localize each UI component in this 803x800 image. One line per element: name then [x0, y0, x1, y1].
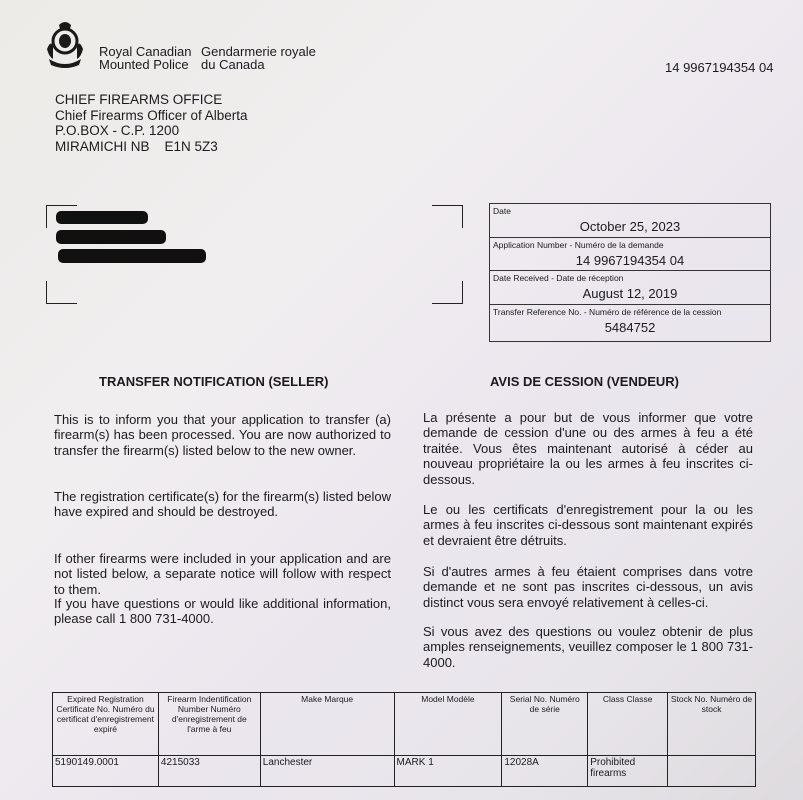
window-corner-tr — [432, 205, 463, 228]
header-reference-number: 14 9967194354 04 — [665, 60, 774, 75]
window-corner-bl — [46, 281, 77, 304]
english-paragraph-4: If you have questions or would like additional information, please call 1 800 731-4000. — [54, 596, 391, 627]
header-firearm-id: Firearm Indentification Number Numéro d'enregistrement de l'arme à feu — [158, 693, 260, 756]
header-serial: Serial No. Numéro de série — [502, 693, 588, 756]
transfer-reference-value: 5484752 — [604, 320, 656, 335]
english-paragraph-1: This is to inform you that your application to transfer (a) firearm(s) has been processed. You are now authorized to transfer the firearm(s) listed below to the new owner. — [54, 412, 391, 458]
window-corner-br — [432, 281, 463, 304]
french-paragraph-1: La présente a pour but de vous informer que votre demande de cession d'une ou des armes à feu a été traitée. Vous êtes maintenant autorisé à céder au nouveau propriétaire la ou les armes à feu inscrites ci-dessous. — [423, 410, 753, 487]
header-expired-certificate: Expired Registration Certificate No. Numéro du certificat d'enregistrement expiré — [53, 693, 159, 756]
table-row — [53, 756, 756, 787]
english-paragraph-3: If other firearms were included in your application and are not listed below, a separate notice will follow with respect to them. — [54, 551, 391, 597]
sender-line3: P.O.BOX - C.P. 1200 — [55, 123, 180, 138]
french-paragraph-2: Le ou les certificats d'enregistrement pour la ou les armes à feu inscrites ci-dessous sont maintenant expirés et devraient être détruits. — [423, 502, 753, 548]
cell-model: MARK 1 — [394, 756, 502, 787]
date-label: Date — [493, 206, 511, 216]
rcmp-crest-logo — [43, 19, 87, 69]
french-title: AVIS DE CESSION (VENDEUR) — [490, 374, 680, 389]
redacted-address-line2 — [58, 249, 206, 263]
french-paragraph-4: Si vous avez des questions ou voulez obtenir de plus amples renseignements, veuillez composer le 1 800 731-4000. — [423, 624, 753, 670]
cell-expired-certificate: 5190149.0001 — [53, 756, 159, 787]
cell-class: Prohibited firearms — [588, 756, 668, 787]
date-received-label: Date Received - Date de réception — [493, 273, 624, 283]
english-paragraph-2: The registration certificate(s) for the firearm(s) listed below have expired and should be destroyed. — [54, 489, 391, 520]
org-name-fr-line1: Gendarmerie royale — [201, 44, 316, 59]
sender-line2: Chief Firearms Officer of Alberta — [55, 107, 248, 123]
cell-make: Lanchester — [260, 756, 394, 787]
english-title: TRANSFER NOTIFICATION (SELLER) — [99, 374, 329, 389]
org-name-en-line2: Mounted Police — [99, 57, 189, 72]
header-class: Class Classe — [588, 693, 668, 756]
date-value: October 25, 2023 — [579, 219, 681, 234]
application-info-box — [489, 203, 771, 342]
cell-firearm-id: 4215033 — [158, 756, 260, 787]
header-make: Make Marque — [260, 693, 394, 756]
sender-address — [55, 92, 248, 154]
application-number-label: Application Number - Numéro de la demande — [493, 240, 664, 250]
table-header-row — [53, 693, 756, 756]
french-paragraph-3: Si d'autres armes à feu étaient comprises dans votre demande et ne sont pas inscrites ci-dessous, un avis distinct vous sera envoyé relativement à celles-ci. — [423, 564, 753, 610]
redacted-address-line1 — [56, 230, 166, 244]
cell-serial: 12028A — [502, 756, 588, 787]
firearms-table — [52, 692, 756, 787]
header-model: Model Modèle — [394, 693, 502, 756]
date-received-value: August 12, 2019 — [582, 286, 678, 301]
header-stock: Stock No. Numéro de stock — [668, 693, 756, 756]
org-name-en-line1: Royal Canadian — [99, 44, 192, 59]
sender-line4: MIRAMICHI NB E1N 5Z3 — [55, 138, 218, 154]
application-number-value: 14 9967194354 04 — [575, 253, 685, 268]
redacted-name — [56, 211, 148, 224]
sender-line1: CHIEF FIREARMS OFFICE — [55, 92, 223, 107]
org-name-fr-line2: du Canada — [201, 57, 265, 72]
transfer-reference-label: Transfer Reference No. - Numéro de référence de la cession — [493, 307, 722, 317]
cell-stock — [668, 756, 756, 787]
